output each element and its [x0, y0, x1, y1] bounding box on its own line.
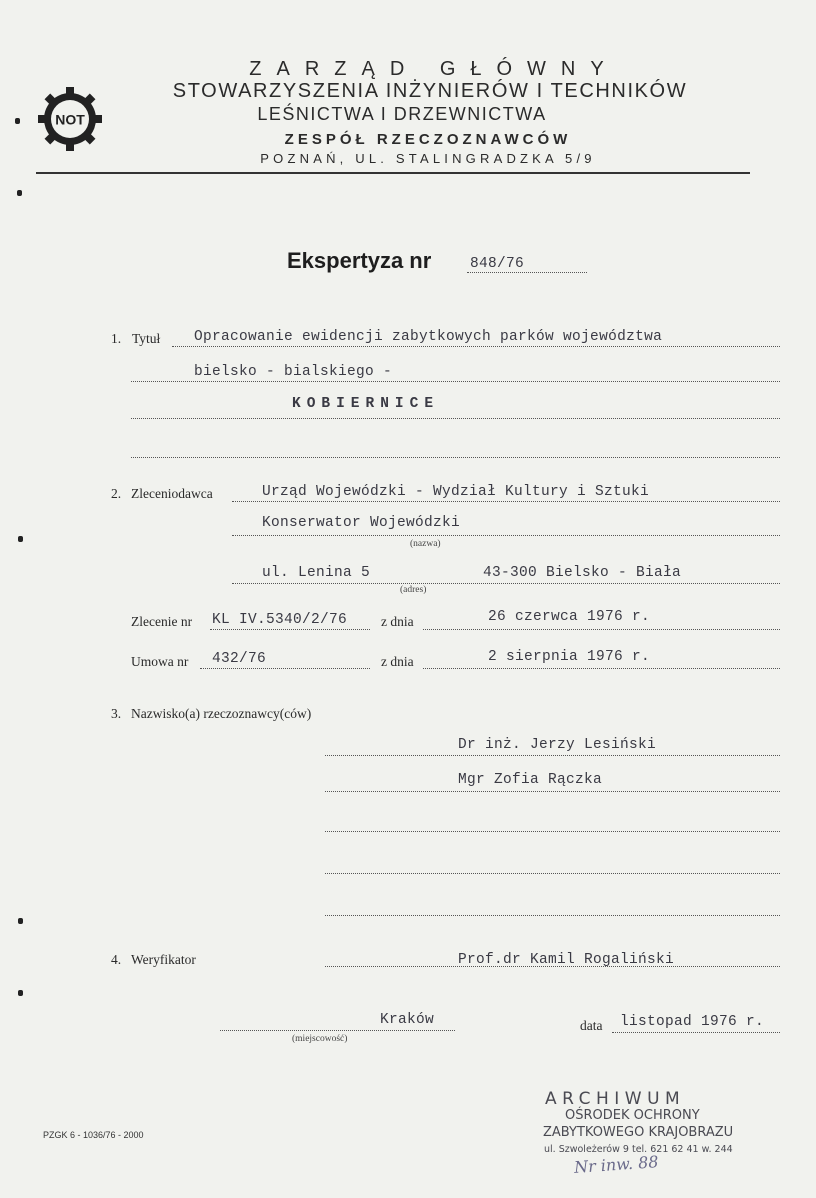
date-label: data — [580, 1018, 603, 1033]
section3-dots-2 — [325, 791, 780, 792]
section1-dots-4 — [131, 457, 780, 458]
header-line-2: STOWARZYSZENIA INŻYNIERÓW I TECHNIKÓW — [172, 80, 688, 102]
logo-text: NOT — [55, 111, 85, 128]
title-dots — [467, 272, 587, 273]
client-street: ul. Lenina 5 — [262, 565, 371, 581]
section1-dots-3 — [131, 418, 780, 419]
stamp-line-4: ul. Szwoleżerów 9 tel. 621 62 41 w. 244 — [544, 1144, 733, 1155]
handwritten-inventory-number: Nr inw. 88 — [573, 1152, 660, 1177]
address-caption: (adres) — [400, 585, 427, 595]
order-number: KL IV.5340/2/76 — [212, 612, 348, 628]
expert-2: Mgr Zofia Rączka — [458, 772, 603, 788]
section1-number: 1. — [111, 331, 122, 346]
order-date-dots — [423, 629, 780, 630]
section1-dots-1 — [172, 346, 780, 347]
margin-mark — [18, 918, 23, 924]
header-line-5: POZNAŃ, UL. STALINGRADZKA 5/9 — [260, 151, 596, 166]
section4-number: 4. — [111, 952, 122, 967]
client-name-1: Urząd Wojewódzki - Wydział Kultury i Sztuki — [262, 484, 650, 500]
stamp-line-2: OŚRODEK OCHRONY — [565, 1108, 700, 1123]
date-dots — [612, 1032, 780, 1033]
place-dots — [220, 1030, 455, 1031]
title-line-2: bielsko - bialskiego - — [194, 364, 393, 380]
section1-label: Tytuł — [132, 331, 161, 346]
section3-dots-5 — [325, 915, 780, 916]
contract-date: 2 sierpnia 1976 r. — [488, 649, 651, 665]
client-name-2: Konserwator Wojewódzki — [262, 515, 461, 531]
header-line-4: ZESPÓŁ RZECZOZNAWCÓW — [284, 131, 572, 148]
name-caption: (nazwa) — [410, 539, 441, 549]
expertise-number: 848/76 — [470, 256, 525, 272]
order-number-dots — [210, 629, 370, 630]
title-line-1: Opracowanie ewidencji zabytkowych parków województwa — [194, 329, 663, 345]
header-line-3: LEŚNICTWA I DRZEWNICTWA — [257, 104, 547, 124]
order-date-label: z dnia — [381, 614, 414, 629]
section3-dots-3 — [325, 831, 780, 832]
section1-dots-2 — [131, 381, 780, 382]
title-label: Ekspertyza nr — [287, 248, 432, 273]
contract-label: Umowa nr — [131, 654, 189, 669]
section2-dots-2 — [232, 535, 780, 536]
section2-label: Zleceniodawca — [131, 486, 213, 501]
client-city: 43-300 Bielsko - Biała — [483, 565, 682, 581]
header-rule — [36, 172, 750, 174]
place-caption: (miejscowość) — [292, 1034, 348, 1044]
contract-date-dots — [423, 668, 780, 669]
not-logo-icon — [37, 86, 103, 152]
contract-date-label: z dnia — [381, 654, 414, 669]
document-title — [287, 248, 431, 274]
section2-number: 2. — [111, 486, 122, 501]
section2-dots-3 — [232, 583, 780, 584]
section3-number: 3. — [111, 706, 122, 721]
header-line-1: ZARZĄD GŁÓWNY — [249, 58, 619, 80]
section2-dots-1 — [232, 501, 780, 502]
contract-number: 432/76 — [212, 651, 267, 667]
margin-mark — [18, 990, 23, 996]
section3-dots-1 — [325, 755, 780, 756]
order-label: Zlecenie nr — [131, 614, 193, 629]
margin-mark — [15, 118, 20, 124]
section3-dots-4 — [325, 873, 780, 874]
order-date: 26 czerwca 1976 r. — [488, 609, 651, 625]
margin-mark — [18, 536, 23, 542]
stamp-line-1: ARCHIWUM — [545, 1089, 686, 1109]
section4-label: Weryfikator — [131, 952, 196, 967]
print-code: PZGK 6 - 1036/76 - 2000 — [43, 1130, 144, 1140]
title-line-3: KOBIERNICE — [292, 396, 440, 412]
date: listopad 1976 r. — [620, 1014, 765, 1030]
place: Kraków — [380, 1012, 435, 1028]
section3-label: Nazwisko(a) rzeczoznawcy(ców) — [131, 706, 312, 721]
verifier: Prof.dr Kamil Rogaliński — [458, 952, 675, 968]
contract-number-dots — [200, 668, 370, 669]
stamp-line-3: ZABYTKOWEGO KRAJOBRAZU — [543, 1125, 734, 1140]
margin-mark — [17, 190, 22, 196]
expert-1: Dr inż. Jerzy Lesiński — [458, 737, 657, 753]
